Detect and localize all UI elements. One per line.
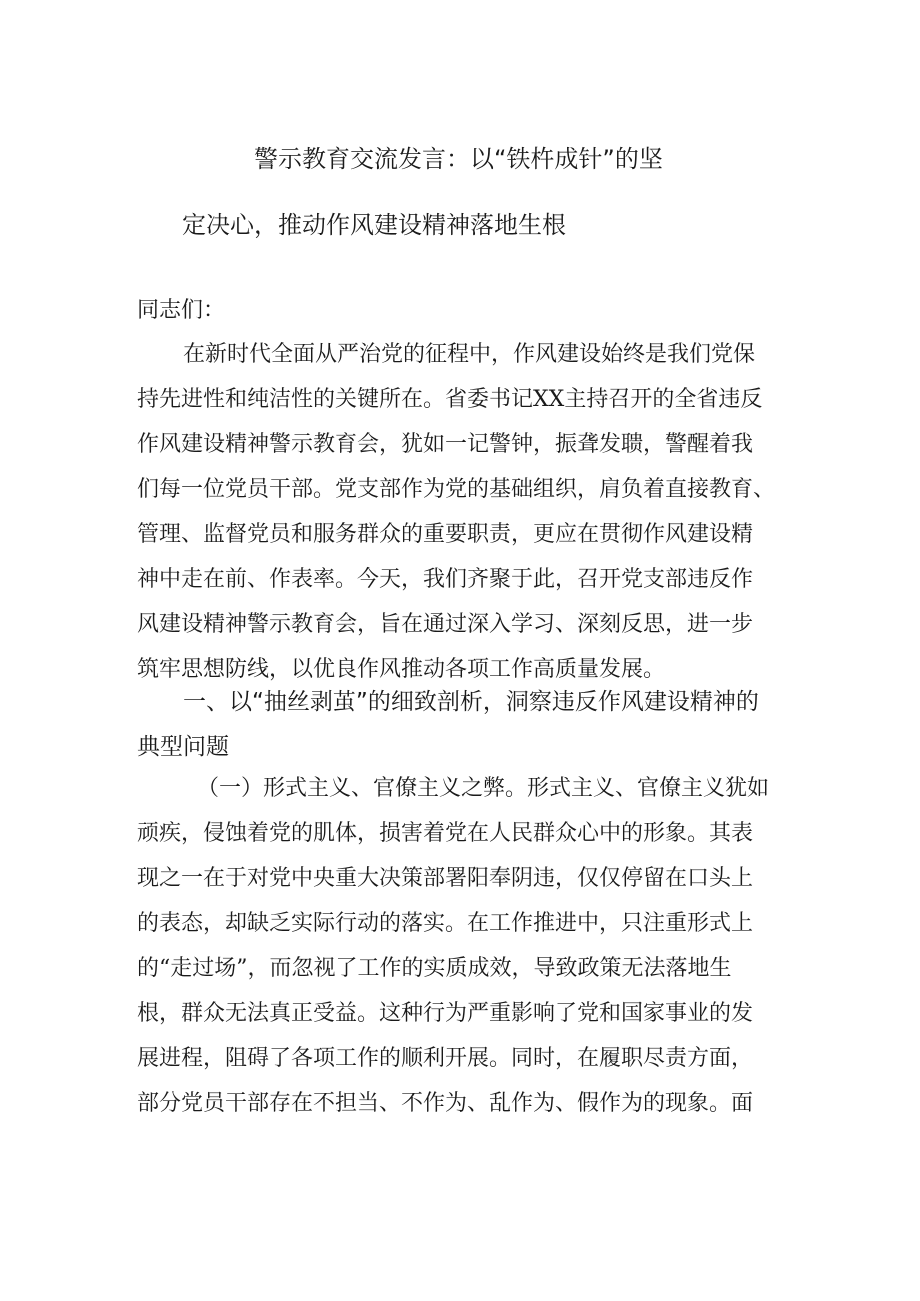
paragraph-line: 根，群众无法真正受益。这种行为严重影响了党和国家事业的发: [137, 1001, 754, 1026]
heading-line: 典型问题: [137, 734, 229, 760]
paragraph-line: 风建设精神警示教育会，旨在通过深入学习、深刻反思，进一步: [137, 612, 754, 637]
paragraph-line: 现之一在于对党中央重大决策部署阳奉阴违，仅仅停留在口头上: [137, 866, 754, 891]
paragraph-line: 神中走在前、作表率。今天，我们齐聚于此，召开党支部违反作: [137, 567, 754, 592]
paragraph-line: 展进程，阻碍了各项工作的顺利开展。同时，在履职尽责方面，: [137, 1046, 754, 1071]
intro-paragraph: [137, 340, 797, 685]
paragraph-line: 顽疾，侵蚀着党的肌体，损害着党在人民群众心中的形象。其表: [137, 821, 754, 846]
paragraph-line: 的表态，却缺乏实际行动的落实。在工作推进中，只注重形式上: [137, 911, 754, 936]
document-title-line-1: 警示教育交流发言：以“铁杵成针”的坚: [254, 145, 663, 173]
paragraph-line: 的“走过场”，而忽视了工作的实质成效，导致政策无法落地生: [137, 956, 732, 981]
section-heading: [137, 686, 797, 766]
paragraph-line: 管理、监督党员和服务群众的重要职责，更应在贯彻作风建设精: [137, 522, 754, 547]
paragraph-line: 们每一位党员干部。党支部作为党的基础组织，肩负着直接教育、: [137, 477, 776, 502]
paragraph-line: 筑牢思想防线，以优良作风推动各项工作高质量发展。: [137, 657, 666, 682]
paragraph-line: 部分党员干部存在不担当、不作为、乱作为、假作为的现象。面: [137, 1091, 754, 1116]
paragraph-line: （一）形式主义、官僚主义之弊。形式主义、官僚主义犹如: [197, 776, 770, 801]
subsection-paragraph: [137, 774, 797, 1119]
heading-line: 一、以“抽丝剥茧”的细致剖析，洞察违反作风建设精神的: [183, 689, 759, 715]
document-title-line-2: 定决心，推动作风建设精神落地生根: [182, 211, 566, 239]
paragraph-line: 在新时代全面从严治党的征程中，作风建设始终是我们党保: [183, 342, 756, 367]
paragraph-line: 作风建设精神警示教育会，犹如一记警钟，振聋发聩，警醒着我: [137, 432, 754, 457]
salutation: 同志们：: [137, 298, 226, 323]
paragraph-line: 持先进性和纯洁性的关键所在。省委书记XX主持召开的全省违反: [137, 387, 763, 412]
